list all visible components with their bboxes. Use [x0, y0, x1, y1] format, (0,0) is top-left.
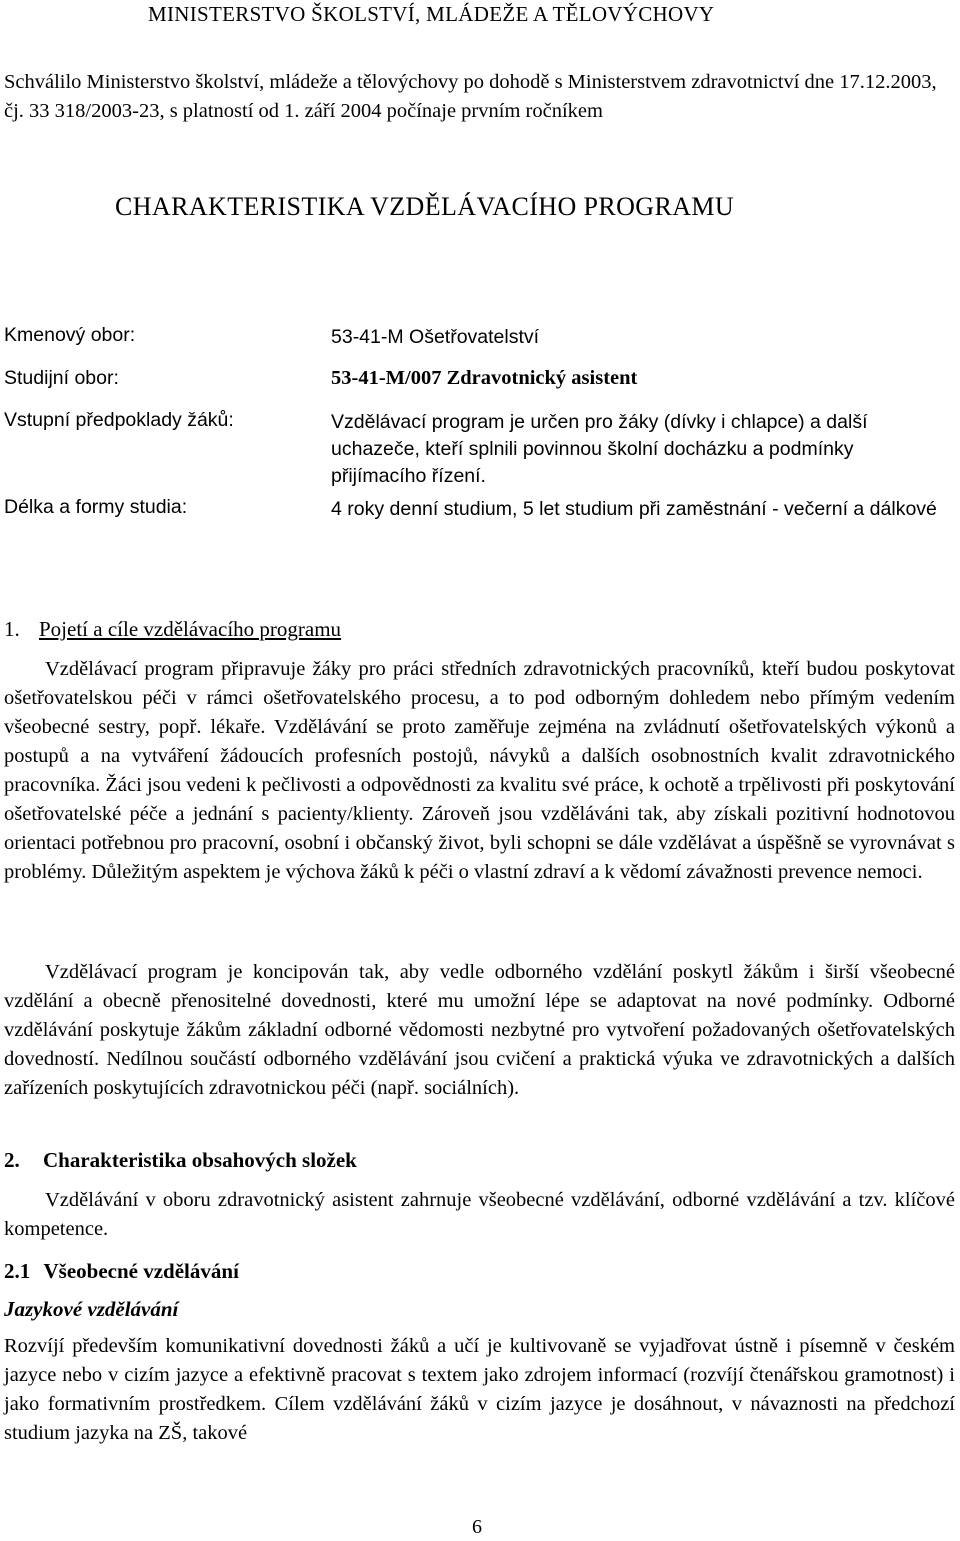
section-1-title: Pojetí a cíle vzdělávacího programu — [39, 617, 342, 641]
section-2-title: Charakteristika obsahových složek — [43, 1148, 357, 1172]
vstupni-predpoklady-label: Vstupní předpoklady žáků: — [4, 409, 234, 431]
kmenovy-obor-label: Kmenový obor: — [4, 324, 136, 346]
delka-studia-value: 4 roky denní studium, 5 let studium při zaměstnání - večerní a dálkové — [331, 498, 937, 520]
section-2-heading — [4, 1148, 357, 1173]
section-1-heading — [4, 617, 341, 642]
section-2-1-number: 2.1 — [4, 1259, 31, 1283]
subsection-title: Jazykové vzdělávání — [4, 1297, 179, 1321]
delka-studia-label: Délka a formy studia: — [4, 496, 188, 518]
section-1-paragraph-2: Vzdělávací program je koncipován tak, aby vedle odborného vzdělání poskytl žákům i širší všeobecné vzdělání a obecně přenositelné dovednosti, které mu umožní lépe se adaptovat na nové podmínky. Odborné vzdělávání poskytuje žákům základní odborné vědomosti nezbytné pro vytvoření požadovaných ošetřovatelských dovedností. Nedílnou součástí odborného vzdělávání jsou cvičení a praktická výuka ve zdravotnických a dalších zařízeních poskytujících zdravotnickou péči (např. sociálních). — [4, 961, 955, 1099]
section-2-1-title: Všeobecné vzdělávání — [43, 1259, 239, 1283]
section-1-paragraph-1: Vzdělávací program připravuje žáky pro práci středních zdravotnických pracovníků, kteří budou poskytovat ošetřovatelskou péči v rámci ošetřovatelského procesu, a to pod odborným dohledem nebo přímým vedením všeobecné sestry, popř. lékaře. Vzdělávání se proto zaměřuje zejména na zvládnutí ošetřovatelských výkonů a postupů a na vytváření žádoucích profesních postojů, návyků a dalších osobnostních kvalit zdravotnického pracovníka. Žáci jsou vedeni k pečlivosti a odpovědnosti za kvalitu své práce, k ochotě a trpělivosti při poskytování ošetřovatelské péče a jednání s pacienty/klienty. Zároveň jsou vzděláváni tak, aby získali pozitivní hodnotovou orientaci potřebnou pro pracovní, osobní i občanský život, byli schopni se dále vzdělávat a úspěšně se vyrovnávat s problémy. Důležitým aspektem je výchova žáků k péči o vlastní zdraví a k vědomí závažnosti prevence nemoci. — [4, 658, 955, 883]
page-number: 6 — [472, 1516, 482, 1538]
section-2-number: 2. — [4, 1148, 20, 1172]
document-title: CHARAKTERISTIKA VZDĚLÁVACÍHO PROGRAMU — [115, 192, 735, 221]
studijni-obor-label: Studijní obor: — [4, 367, 119, 389]
vstupni-predpoklady-value: Vzdělávací program je určen pro žáky (dívky i chlapce) a další uchazeče, kteří splnili povinnou školní docházku a podmínky přijímacího řízení. — [331, 411, 868, 487]
ministry-header: MINISTERSTVO ŠKOLSTVÍ, MLÁDEŽE A TĚLOVÝCHOVY — [148, 2, 715, 26]
approval-note: Schválilo Ministerstvo školství, mládeže a tělovýchovy po dohodě s Ministerstvem zdravotnictví dne 17.12.2003, čj. 33 318/2003-23, s platností od 1. září 2004 počínaje prvním ročníkem — [4, 71, 937, 122]
section-1-number: 1. — [4, 617, 20, 641]
section-2-paragraph: Vzdělávání v oboru zdravotnický asistent zahrnuje všeobecné vzdělávání, odborné vzdělávání a tzv. klíčové kompetence. — [4, 1189, 955, 1240]
kmenovy-obor-value: 53-41-M Ošetřovatelství — [331, 326, 540, 348]
section-2-1-paragraph: Rozvíjí především komunikativní dovednosti žáků a učí je kultivovaně se vyjadřovat ústně i písemně v českém jazyce nebo v cizím jazyce a efektivně pracovat s textem jako zdrojem informací (rozvíjí čtenářskou gramotnost) i jako formativním prostředkem. Cílem vzdělávání žáků v cizím jazyce je dosáhnout, v návaznosti na předchozí studium jazyka na ZŠ, takové — [4, 1335, 955, 1444]
section-2-1-heading — [4, 1259, 239, 1284]
studijni-obor-value: 53-41-M/007 Zdravotnický asistent — [331, 367, 638, 389]
